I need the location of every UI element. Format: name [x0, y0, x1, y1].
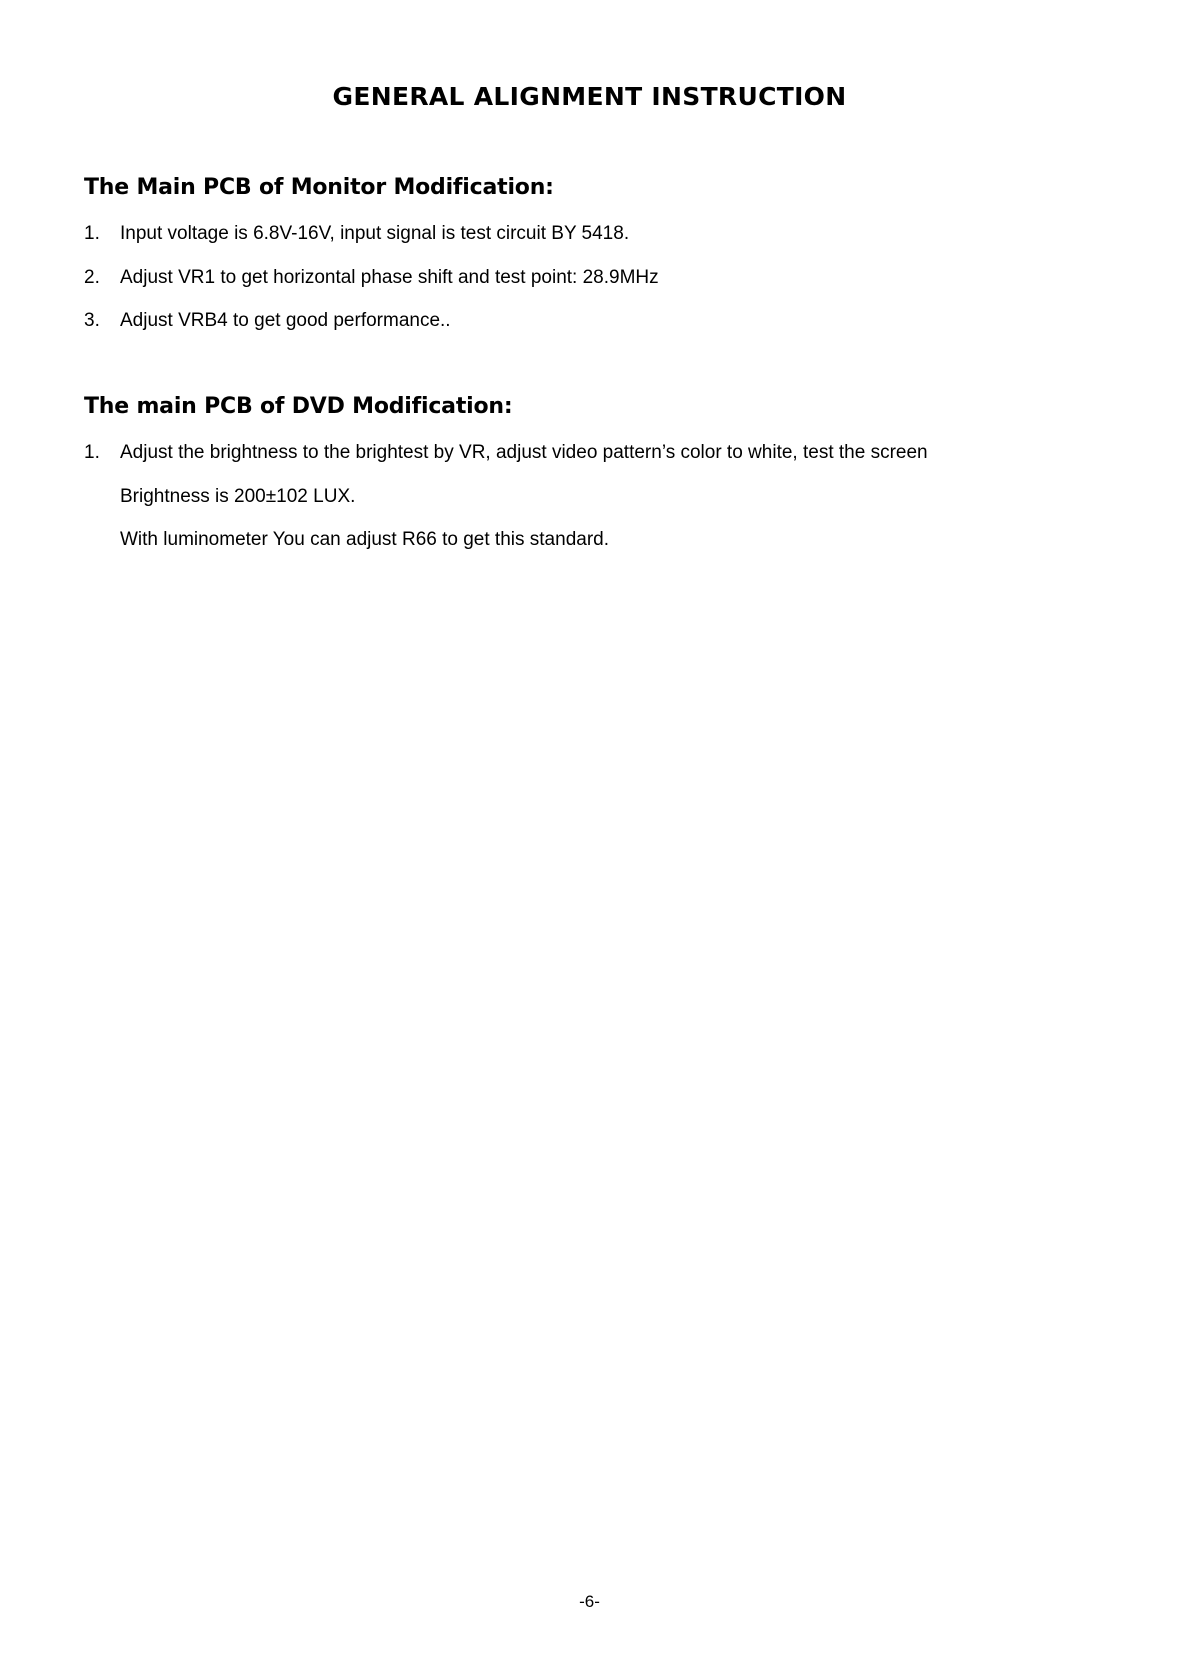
section-heading-monitor: The Main PCB of Monitor Modification:: [84, 175, 554, 200]
list-item-continuation: With luminometer You can adjust R66 to get this standard.: [120, 529, 609, 550]
list-item-number: 1.: [84, 442, 100, 463]
list-item-number: 1.: [84, 223, 100, 244]
list-item-number: 3.: [84, 310, 100, 331]
list-item-text: Adjust VRB4 to get good performance..: [120, 310, 451, 331]
document-title: GENERAL ALIGNMENT INSTRUCTION: [332, 82, 847, 111]
list-item-number: 2.: [84, 267, 100, 288]
page-number: -6-: [579, 1592, 600, 1611]
list-item: [84, 266, 659, 290]
list-item: [84, 309, 451, 333]
list-item: [84, 441, 928, 465]
list-item-text: Adjust VR1 to get horizontal phase shift and test point: 28.9MHz: [120, 267, 659, 288]
section-heading-dvd: The main PCB of DVD Modification:: [84, 394, 513, 419]
list-item-continuation: Brightness is 200±102 LUX.: [120, 486, 356, 507]
list-item: [84, 222, 629, 246]
list-item-text: Adjust the brightness to the brightest by VR, adjust video pattern’s color to white, test the screen: [120, 442, 928, 463]
list-item-text: Input voltage is 6.8V-16V, input signal is test circuit BY 5418.: [120, 223, 630, 244]
